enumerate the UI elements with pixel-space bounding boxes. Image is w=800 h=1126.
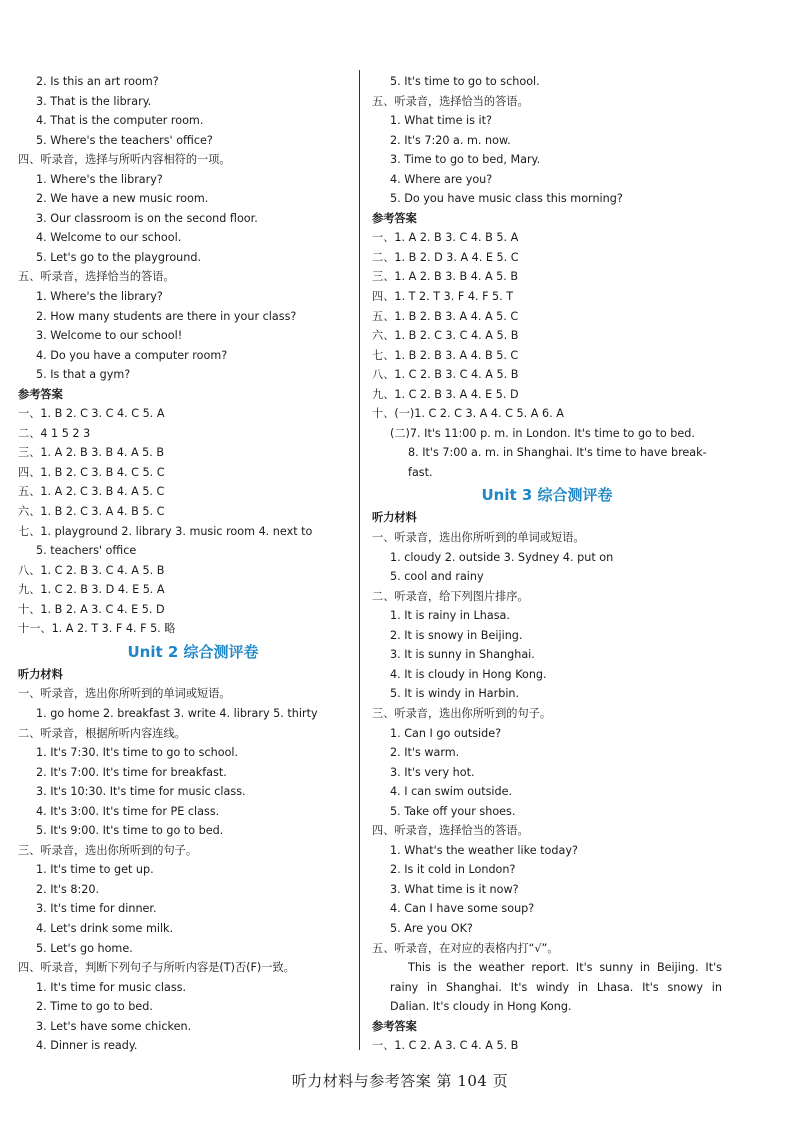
right-subsection-heading: 听力材料 bbox=[372, 511, 417, 525]
left-item-line: 4. Let's drink some milk. bbox=[36, 921, 174, 935]
right-question-heading: 九、1. C 2. B 3. A 4. E 5. D bbox=[372, 387, 519, 401]
left-item-line: 2. It's 8:20. bbox=[36, 882, 100, 896]
right-question-heading: 十、(一)1. C 2. C 3. A 4. C 5. A 6. A bbox=[372, 407, 564, 421]
right-item-line: 3. Time to go to bed, Mary. bbox=[390, 153, 541, 167]
right-item-line: 3. It's very hot. bbox=[390, 765, 475, 779]
left-question-heading: 八、1. C 2. B 3. C 4. A 5. B bbox=[18, 563, 165, 577]
right-question-heading: 八、1. C 2. B 3. C 4. A 5. B bbox=[372, 368, 519, 382]
left-item-line: 5. It's 9:00. It's time to go to bed. bbox=[36, 824, 224, 838]
left-question-heading: 二、听录音，根据所听内容连线。 bbox=[18, 726, 186, 740]
right-item-line: 5. It's time to go to school. bbox=[390, 75, 540, 88]
left-item-line: 2. Is this an art room? bbox=[36, 75, 159, 88]
left-subsection-heading: 参考答案 bbox=[18, 387, 63, 401]
left-item-line: 5. teachers' office bbox=[36, 544, 137, 558]
right-question-heading: 五、听录音，选择恰当的答语。 bbox=[372, 94, 529, 108]
left-question-heading: 三、1. A 2. B 3. B 4. A 5. B bbox=[18, 446, 165, 460]
left-item-line: 3. Welcome to our school! bbox=[36, 329, 183, 343]
right-item-line: 5. Are you OK? bbox=[390, 921, 473, 935]
left-item-line: 1. go home 2. breakfast 3. write 4. library 5. thirty bbox=[36, 706, 318, 720]
left-item-line: 3. It's 10:30. It's time for music class. bbox=[36, 785, 246, 799]
left-item-line: 1. It's time for music class. bbox=[36, 980, 187, 994]
right-item-line: (二)7. It's 11:00 p. m. in London. It's time to go to bed. bbox=[390, 426, 695, 440]
right-item-line: 3. What time is it now? bbox=[390, 882, 519, 896]
right-question-heading: 一、1. A 2. B 3. C 4. B 5. A bbox=[372, 231, 519, 245]
right-item-line: 5. Take off your shoes. bbox=[390, 804, 516, 818]
left-item-line: 4. Dinner is ready. bbox=[36, 1039, 138, 1053]
column-divider bbox=[359, 70, 360, 1050]
right-item-line: 1. It is rainy in Lhasa. bbox=[390, 609, 510, 623]
left-item-line: 2. It's 7:00. It's time for breakfast. bbox=[36, 765, 227, 779]
right-item-line: 3. It is sunny in Shanghai. bbox=[390, 648, 535, 662]
left-question-heading: 六、1. B 2. C 3. A 4. B 5. C bbox=[18, 505, 165, 519]
left-item-line: 4. Welcome to our school. bbox=[36, 231, 182, 245]
right-item-line: 4. Can I have some soup? bbox=[390, 902, 535, 916]
left-question-heading: 二、4 1 5 2 3 bbox=[18, 426, 91, 440]
left-item-line: 3. That is the library. bbox=[36, 94, 152, 108]
left-item-line: 1. Where's the library? bbox=[36, 172, 163, 186]
right-item-line: 5. It is windy in Harbin. bbox=[390, 687, 520, 701]
left-item-line: 2. How many students are there in your class? bbox=[36, 309, 297, 323]
right-item-line: 1. What time is it? bbox=[390, 114, 492, 128]
left-question-heading: 九、1. C 2. B 3. D 4. E 5. A bbox=[18, 583, 165, 597]
left-item-line: 1. It's 7:30. It's time to go to school. bbox=[36, 746, 239, 760]
left-question-heading: 七、1. playground 2. library 3. music room 4. next to bbox=[18, 524, 313, 538]
left-item-line: 1. Where's the library? bbox=[36, 290, 163, 304]
left-item-line: 5. Where's the teachers' office? bbox=[36, 133, 213, 147]
left-question-heading: 四、听录音，判断下列句子与所听内容是(T)否(F)一致。 bbox=[18, 961, 295, 975]
right-question-heading: 六、1. B 2. C 3. C 4. A 5. B bbox=[372, 329, 519, 343]
right-item-line: 5. Do you have music class this morning? bbox=[390, 192, 623, 206]
left-item-line: 5. Let's go to the playground. bbox=[36, 250, 202, 264]
left-item-line: 5. Let's go home. bbox=[36, 941, 133, 955]
right-question-heading: 一、1. C 2. A 3. C 4. A 5. B bbox=[372, 1039, 519, 1053]
right-item-line: 1. cloudy 2. outside 3. Sydney 4. put on bbox=[390, 550, 614, 564]
left-item-line: 3. It's time for dinner. bbox=[36, 902, 157, 916]
right-subsection-heading: 参考答案 bbox=[372, 211, 417, 225]
right-item-line: 1. Can I go outside? bbox=[390, 726, 502, 740]
right-item-line: 2. It's 7:20 a. m. now. bbox=[390, 133, 511, 147]
left-question-heading: 十、1. B 2. A 3. C 4. E 5. D bbox=[18, 602, 165, 616]
right-question-heading: 四、1. T 2. T 3. F 4. F 5. T bbox=[372, 290, 514, 304]
right-question-heading: 五、听录音，在对应的表格内打“√”。 bbox=[372, 941, 559, 955]
left-item-line: 5. Is that a gym? bbox=[36, 368, 131, 382]
right-question-heading: 四、听录音，选择恰当的答语。 bbox=[372, 824, 529, 838]
right-item-line: 2. It's warm. bbox=[390, 746, 460, 760]
left-item-line: 4. Do you have a computer room? bbox=[36, 348, 228, 362]
right-item-line: 2. It is snowy in Beijing. bbox=[390, 628, 523, 642]
left-column bbox=[18, 72, 368, 1056]
left-item-line: 1. It's time to get up. bbox=[36, 863, 154, 877]
right-question-heading: 三、听录音，选出你所听到的句子。 bbox=[372, 706, 552, 720]
right-subsection-heading: 参考答案 bbox=[372, 1019, 417, 1033]
page-footer: 听力材料与参考答案 第 104 页 bbox=[291, 1072, 509, 1090]
right-item-line: This is the weather report. It's sunny in Beijing. It's bbox=[408, 961, 722, 975]
right-item-line: fast. bbox=[408, 465, 433, 479]
left-item-line: 2. Time to go to bed. bbox=[36, 1000, 153, 1014]
right-item-line: rainy in Shanghai. It's windy in Lhasa. It's snowy in bbox=[390, 980, 722, 994]
right-question-heading: 一、听录音，选出你所听到的单词或短语。 bbox=[372, 531, 585, 545]
left-question-heading: 三、听录音，选出你所听到的句子。 bbox=[18, 843, 198, 857]
right-column bbox=[372, 72, 722, 1056]
left-item-line: 4. That is the computer room. bbox=[36, 114, 204, 128]
left-subsection-heading: 听力材料 bbox=[18, 667, 63, 681]
right-question-heading: 二、1. B 2. D 3. A 4. E 5. C bbox=[372, 250, 519, 264]
right-item-line: Dalian. It's cloudy in Hong Kong. bbox=[390, 1000, 572, 1014]
left-section-title: Unit 2 综合测评卷 bbox=[127, 642, 259, 661]
left-item-line: 2. We have a new music room. bbox=[36, 192, 209, 206]
right-item-line: 2. Is it cold in London? bbox=[390, 863, 516, 877]
right-item-line: 4. Where are you? bbox=[390, 172, 493, 186]
right-question-heading: 二、听录音，给下列图片排序。 bbox=[372, 589, 529, 603]
left-question-heading: 四、1. B 2. C 3. B 4. C 5. C bbox=[18, 465, 165, 479]
left-question-heading: 五、1. A 2. C 3. B 4. A 5. C bbox=[18, 485, 165, 499]
left-question-heading: 一、1. B 2. C 3. C 4. C 5. A bbox=[18, 407, 165, 421]
left-question-heading: 四、听录音，选择与所听内容相符的一项。 bbox=[18, 153, 231, 167]
left-item-line: 4. It's 3:00. It's time for PE class. bbox=[36, 804, 220, 818]
right-question-heading: 七、1. B 2. B 3. A 4. B 5. C bbox=[372, 348, 519, 362]
right-question-heading: 三、1. A 2. B 3. B 4. A 5. B bbox=[372, 270, 519, 284]
right-section-title: Unit 3 综合测评卷 bbox=[481, 486, 613, 505]
left-question-heading: 五、听录音，选择恰当的答语。 bbox=[18, 270, 175, 284]
left-question-heading: 一、听录音，选出你所听到的单词或短语。 bbox=[18, 687, 231, 701]
left-question-heading: 十一、1. A 2. T 3. F 4. F 5. 略 bbox=[18, 622, 176, 636]
right-item-line: 5. cool and rainy bbox=[390, 570, 484, 584]
right-item-line: 8. It's 7:00 a. m. in Shanghai. It's time to have break- bbox=[408, 446, 707, 460]
right-item-line: 1. What's the weather like today? bbox=[390, 843, 578, 857]
left-item-line: 3. Our classroom is on the second floor. bbox=[36, 211, 258, 225]
left-item-line: 3. Let's have some chicken. bbox=[36, 1019, 192, 1033]
right-item-line: 4. I can swim outside. bbox=[390, 785, 513, 799]
right-question-heading: 五、1. B 2. B 3. A 4. A 5. C bbox=[372, 309, 519, 323]
right-item-line: 4. It is cloudy in Hong Kong. bbox=[390, 667, 547, 681]
